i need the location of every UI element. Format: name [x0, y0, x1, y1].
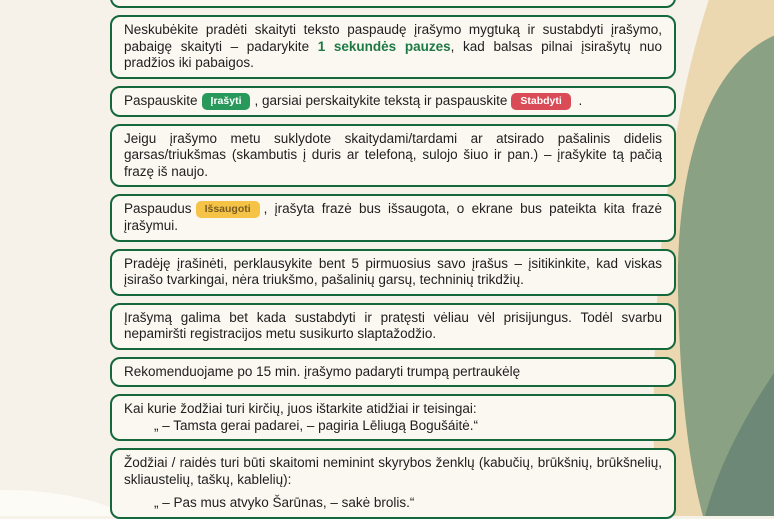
- instruction-paragraph: [124, 310, 662, 343]
- instruction-box-record-stop: [110, 86, 676, 117]
- instruction-text: .: [574, 92, 583, 108]
- instruction-paragraph: [124, 201, 662, 235]
- instruction-box-resume-password: [110, 303, 676, 350]
- instructions-list: [110, 0, 676, 519]
- instruction-box-pause: [110, 15, 676, 79]
- instruction-paragraph: [124, 418, 662, 435]
- instruction-paragraph: [124, 256, 662, 289]
- pause-highlight: 1 sekundės pauzes: [317, 38, 451, 54]
- instruction-text: Žodžiai / raidės turi būti skaitomi neminint skyrybos ženklų (kabučių, brūkšnių, brūkšnelių, skliaustelių, taškų, kablelių):: [124, 455, 662, 487]
- instruction-text: Paspauskite: [124, 92, 198, 108]
- instruction-paragraph: [124, 22, 662, 72]
- instruction-paragraph: [124, 131, 662, 181]
- instruction-text: Įrašymą galima bet kada sustabdyti ir pratęsti vėliau vėl prisijungus. Todėl svarbu nepamiršti registracijos metu susikurto slaptažodžio.: [124, 309, 662, 341]
- example-line: „ – Tamsta gerai padarei, – pagiria Lēliugą Bogušáitė.“: [154, 417, 478, 433]
- record-badge: Įrašyti: [202, 93, 251, 110]
- instruction-text: , įrašyta frazė bus išsaugota, o ekrane bus pateikta kita frazė įrašymui.: [124, 201, 662, 233]
- instruction-paragraph: [124, 455, 662, 488]
- example-line-partial: „ – Pas mus atvyko Šarūnas, – sakė brolis.“: [154, 495, 415, 510]
- instruction-paragraph: [124, 401, 662, 418]
- instruction-text: Rekomenduojame po 15 min. įrašymo padaryti trumpą pertraukėlę: [124, 363, 521, 379]
- instruction-box-partial-top: [110, 0, 676, 8]
- instruction-text: Jeigu įrašymo metu suklydote skaitydami/tardami ar atsirado pašalinis didelis garsas/triukšmas (skambutis į duris ar telefoną, sulojo šiuo ir pan.) – įrašykite tą pačią frazę iš naujo.: [124, 130, 662, 179]
- instruction-box-check-recordings: [110, 249, 676, 296]
- instruction-box-mistakes: [110, 124, 676, 188]
- instruction-box-break: [110, 357, 676, 388]
- instruction-paragraph: [124, 495, 662, 512]
- stop-badge: Stabdyti: [511, 93, 570, 110]
- instruction-text: , kad balsas pilnai įsirašytų nuo pradžios iki pabaigos.: [124, 38, 662, 70]
- instruction-paragraph: [124, 364, 662, 381]
- instruction-paragraph: [124, 93, 662, 110]
- instruction-text: , garsiai perskaitykite tekstą ir paspauskite: [254, 92, 508, 108]
- save-badge: Išsaugoti: [196, 201, 260, 218]
- instruction-text: Neskubėkite pradėti skaityti teksto paspaudę įrašymo mygtuką ir sustabdyti įrašymo, pabaigę skaityti – padarykite: [124, 22, 662, 54]
- instruction-box-save: [110, 194, 676, 242]
- instruction-text: Pradėję įrašinėti, perklausykite bent 5 pirmuosius savo įrašus – įsitikinkite, kad viskas įsirašo tvarkingai, nėra triukšmo, pašalinių garsų, techninių trikdžių.: [124, 255, 662, 287]
- instruction-box-accents: [110, 394, 676, 441]
- instruction-text: Kai kurie žodžiai turi kirčių, juos ištarkite atidžiai ir teisingai:: [124, 401, 477, 416]
- instruction-text: Paspaudus: [124, 201, 192, 216]
- instruction-box-punctuation: [110, 448, 676, 519]
